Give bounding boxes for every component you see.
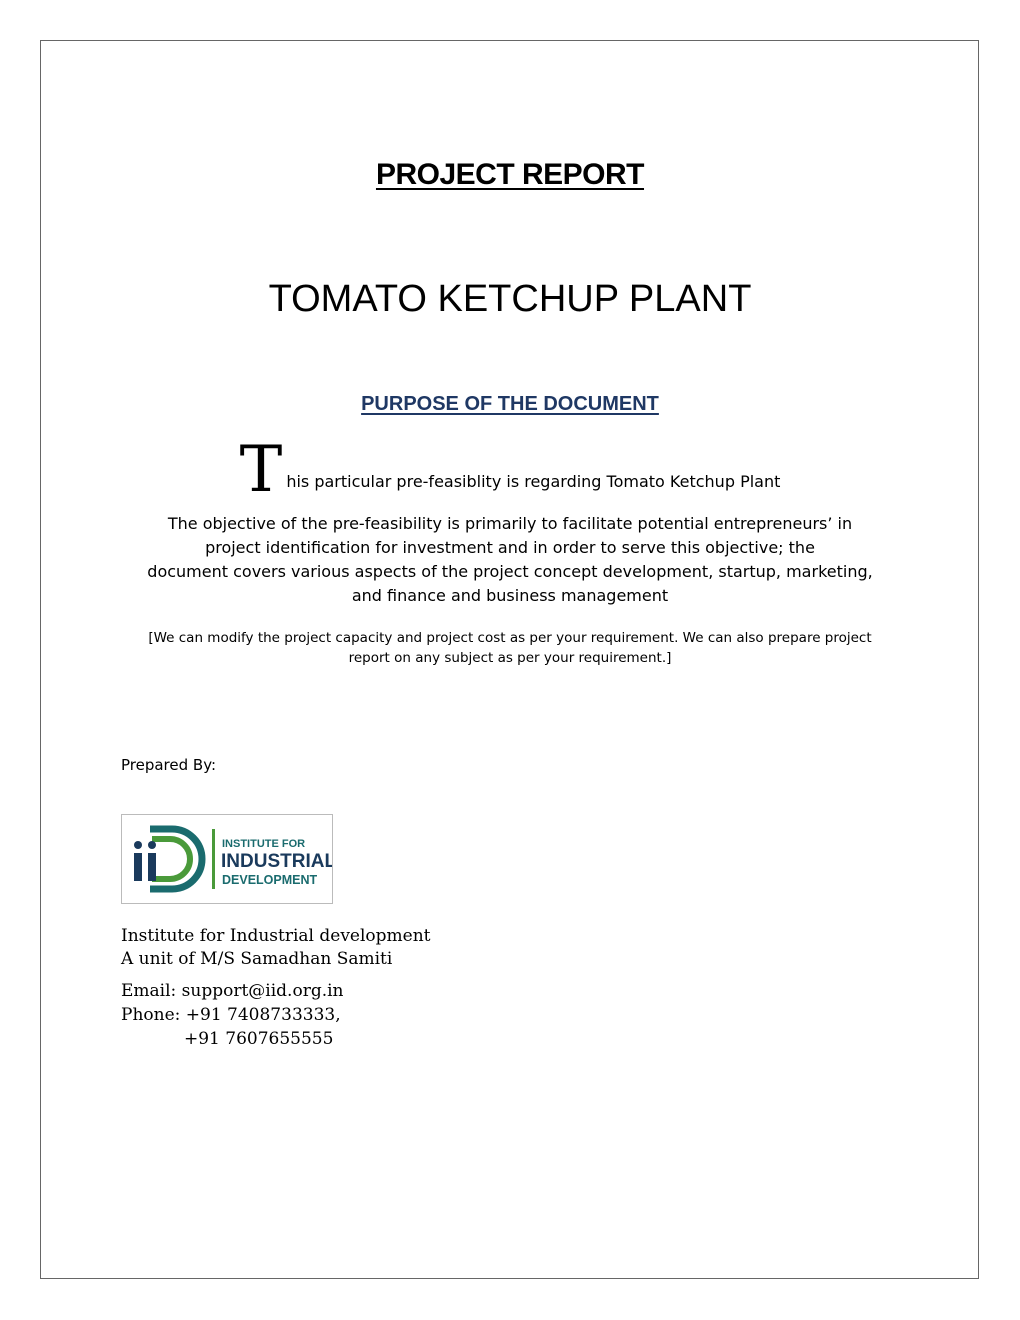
org-name: Institute for Industrial development [121, 926, 431, 946]
phone-line-1[interactable]: Phone: +91 7408733333, [121, 1005, 341, 1025]
org-unit: A unit of M/S Samadhan Samiti [121, 949, 393, 969]
objective-line: document covers various aspects of the project concept development, startup, marketing, [147, 562, 873, 581]
phone-line-2[interactable]: +91 7607655555 [184, 1029, 334, 1049]
objective-line: and finance and business management [351, 586, 669, 605]
contact-block [121, 979, 344, 1051]
logo-text-line2: INDUSTRIAL [221, 851, 332, 872]
note-line: [We can modify the project capacity and project cost as per your requirement. We can also prepare project [148, 630, 872, 646]
dropcap-letter: T [239, 433, 283, 507]
objective-paragraph [0, 512, 1020, 608]
iid-logo [121, 814, 333, 904]
report-title: PROJECT REPORT [375, 158, 645, 191]
prepared-by-label: Prepared By: [121, 756, 217, 774]
document-title: TOMATO KETCHUP PLANT [268, 278, 752, 320]
intro-line [0, 433, 1020, 507]
note-line: report on any subject as per your requirement.] [348, 650, 672, 666]
objective-line: The objective of the pre-feasibility is primarily to facilitate potential entrepreneurs’ in [167, 514, 853, 533]
iid-logo-icon [122, 815, 332, 903]
note-paragraph [0, 628, 1020, 668]
logo-text-line1: INSTITUTE FOR [222, 838, 306, 850]
email-line[interactable]: Email: support@iid.org.in [121, 981, 344, 1001]
purpose-heading: PURPOSE OF THE DOCUMENT [361, 393, 659, 415]
logo-text-line3: DEVELOPMENT [222, 873, 318, 887]
intro-text: his particular pre-feasiblity is regarding Tomato Ketchup Plant [286, 472, 781, 491]
objective-line: project identification for investment and in order to serve this objective; the [205, 538, 815, 557]
organization-block [121, 925, 431, 971]
